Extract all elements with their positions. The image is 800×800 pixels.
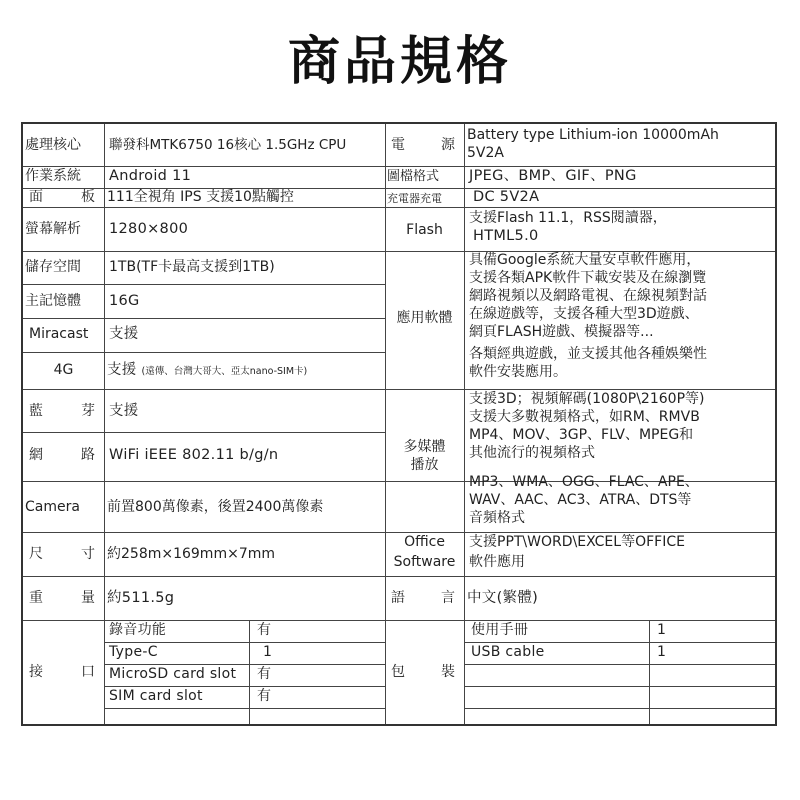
spec-value-size: 約258m×169mm×7mm (107, 546, 275, 562)
spec-value-apps-line: 在線遊戲等，支援各種大型3D遊戲、 (469, 306, 699, 322)
package-name: 使用手冊 (471, 622, 529, 638)
interface-value: 1 (263, 644, 273, 660)
spec-label-flash: Flash (406, 222, 443, 238)
spec-label-resolution: 螢幕解析 (25, 221, 81, 237)
interface-name: MicroSD card slot (109, 666, 237, 682)
spec-value-4g-note: (遠傳、台灣大哥大、亞太nano-SIM卡) (141, 366, 308, 377)
spec-label-bluetooth-a: 藍 (29, 403, 43, 419)
spec-value-office-line2: 軟件應用 (469, 554, 525, 570)
spec-label-ram: 主記憶體 (25, 293, 81, 309)
spec-value-charger: DC 5V2A (473, 189, 540, 205)
spec-label-network-b: 路 (81, 447, 95, 463)
spec-label-panel-a: 面 (29, 189, 43, 205)
spec-label-charger: 充電器充電 (387, 192, 442, 205)
spec-label-os: 作業系統 (25, 168, 81, 184)
spec-label-storage: 儲存空間 (25, 259, 81, 275)
spec-value-camera: 前置800萬像素，後置2400萬像素 (107, 499, 324, 515)
spec-value-weight: 約511.5g (107, 590, 175, 606)
spec-value-power-line2: 5V2A (467, 145, 504, 161)
page-title: 商品規格 (287, 32, 512, 92)
spec-label-package-b: 裝 (441, 664, 455, 680)
spec-label-office-line2: Software (393, 554, 456, 570)
spec-value-apps-line: 軟件安裝應用。 (469, 364, 567, 380)
interface-name: Type-C (109, 644, 158, 660)
spec-value-multimedia-line: MP4、MOV、3GP、FLV、MPEG和 (469, 427, 694, 443)
spec-value-office-line1: 支援PPT\WORD\EXCEL等OFFICE (469, 534, 685, 550)
spec-value-bluetooth: 支援 (109, 403, 139, 419)
spec-label-power-a: 電 (391, 137, 405, 153)
spec-label-package-a: 包 (391, 664, 405, 680)
spec-label-image-format: 圖檔格式 (387, 169, 440, 184)
spec-value-power-line1: Battery type Lithium-ion 10000mAh (467, 127, 719, 143)
interface-value: 有 (257, 666, 272, 682)
spec-value-multimedia-line: 支援3D；視頻解碼(1080P\2160P等) (469, 391, 705, 407)
spec-label-power-b: 源 (441, 137, 455, 153)
spec-label-4g: 4G (53, 362, 74, 378)
spec-value-apps-line: 網頁FLASH遊戲、模擬器等... (469, 324, 654, 340)
spec-label-bluetooth-b: 芽 (81, 403, 95, 419)
spec-value-panel: 111全視角 IPS 支援10點觸控 (107, 189, 294, 205)
spec-label-size-b: 寸 (81, 546, 95, 562)
spec-value-multimedia-line: WAV、AAC、AC3、ATRA、DTS等 (469, 492, 692, 508)
spec-value-language: 中文(繁體) (467, 590, 539, 606)
spec-label-office-line1: Office (404, 534, 445, 550)
spec-value-storage: 1TB(TF卡最高支援到1TB) (109, 259, 275, 275)
spec-value-multimedia-line: 其他流行的視頻格式 (469, 445, 595, 461)
spec-label-apps: 應用軟體 (396, 310, 453, 326)
spec-value-apps-line: 各類經典遊戲，並支援其他各種娛樂性 (469, 346, 707, 362)
interface-name: SIM card slot (109, 688, 203, 704)
interface-value: 有 (257, 622, 272, 638)
spec-label-language-a: 語 (391, 590, 405, 606)
spec-value-apps-line: 網路視頻以及網路電視、在線視頻對話 (469, 288, 707, 304)
spec-value-4g-support: 支援 (107, 362, 137, 378)
spec-value-cpu: 聯發科MTK6750 16核心 1.5GHz CPU (109, 137, 347, 153)
spec-label-multimedia-line1: 多媒體 (403, 439, 446, 455)
spec-label-size-a: 尺 (29, 546, 43, 562)
spec-value-multimedia-line: 支援大多數視頻格式，如RM、RMVB (469, 409, 700, 425)
spec-label-miracast: Miracast (29, 326, 89, 342)
spec-value-ram: 16G (109, 293, 140, 309)
spec-table (21, 122, 777, 726)
spec-label-panel-b: 板 (81, 189, 95, 205)
spec-label-cpu: 處理核心 (25, 137, 81, 153)
spec-value-multimedia-line: MP3、WMA、OGG、FLAC、APE、 (469, 474, 699, 490)
spec-label-interface-a: 接 (29, 664, 43, 680)
spec-value-multimedia-line: 音頻格式 (469, 510, 525, 526)
spec-value-flash-line2: HTML5.0 (473, 228, 539, 244)
spec-value-image-format: JPEG、BMP、GIF、PNG (469, 168, 637, 184)
spec-label-weight-a: 重 (29, 590, 43, 606)
spec-label-language-b: 言 (441, 590, 455, 606)
package-value: 1 (657, 622, 667, 638)
spec-label-interface-b: 口 (81, 664, 95, 680)
spec-value-os: Android 11 (109, 168, 192, 184)
package-value: 1 (657, 644, 667, 660)
spec-value-miracast: 支援 (109, 326, 139, 342)
spec-value-apps-line: 具備Google系統大量安卓軟件應用， (469, 252, 701, 268)
spec-label-multimedia-line2: 播放 (410, 457, 439, 473)
spec-value-flash-line1: 支援Flash 11.1，RSS閱讀器， (469, 210, 667, 226)
spec-value-apps-line: 支援各類APK軟件下載安裝及在線瀏覽 (469, 270, 707, 286)
spec-label-camera: Camera (25, 499, 80, 515)
interface-name: 錄音功能 (109, 622, 167, 638)
spec-value-network: WiFi iEEE 802.11 b/g/n (109, 447, 279, 463)
interface-value: 有 (257, 688, 272, 704)
spec-label-weight-b: 量 (81, 590, 95, 606)
spec-label-network-a: 網 (29, 447, 43, 463)
spec-value-resolution: 1280×800 (109, 221, 189, 237)
spec-value-4g (107, 362, 307, 380)
package-name: USB cable (471, 644, 545, 660)
